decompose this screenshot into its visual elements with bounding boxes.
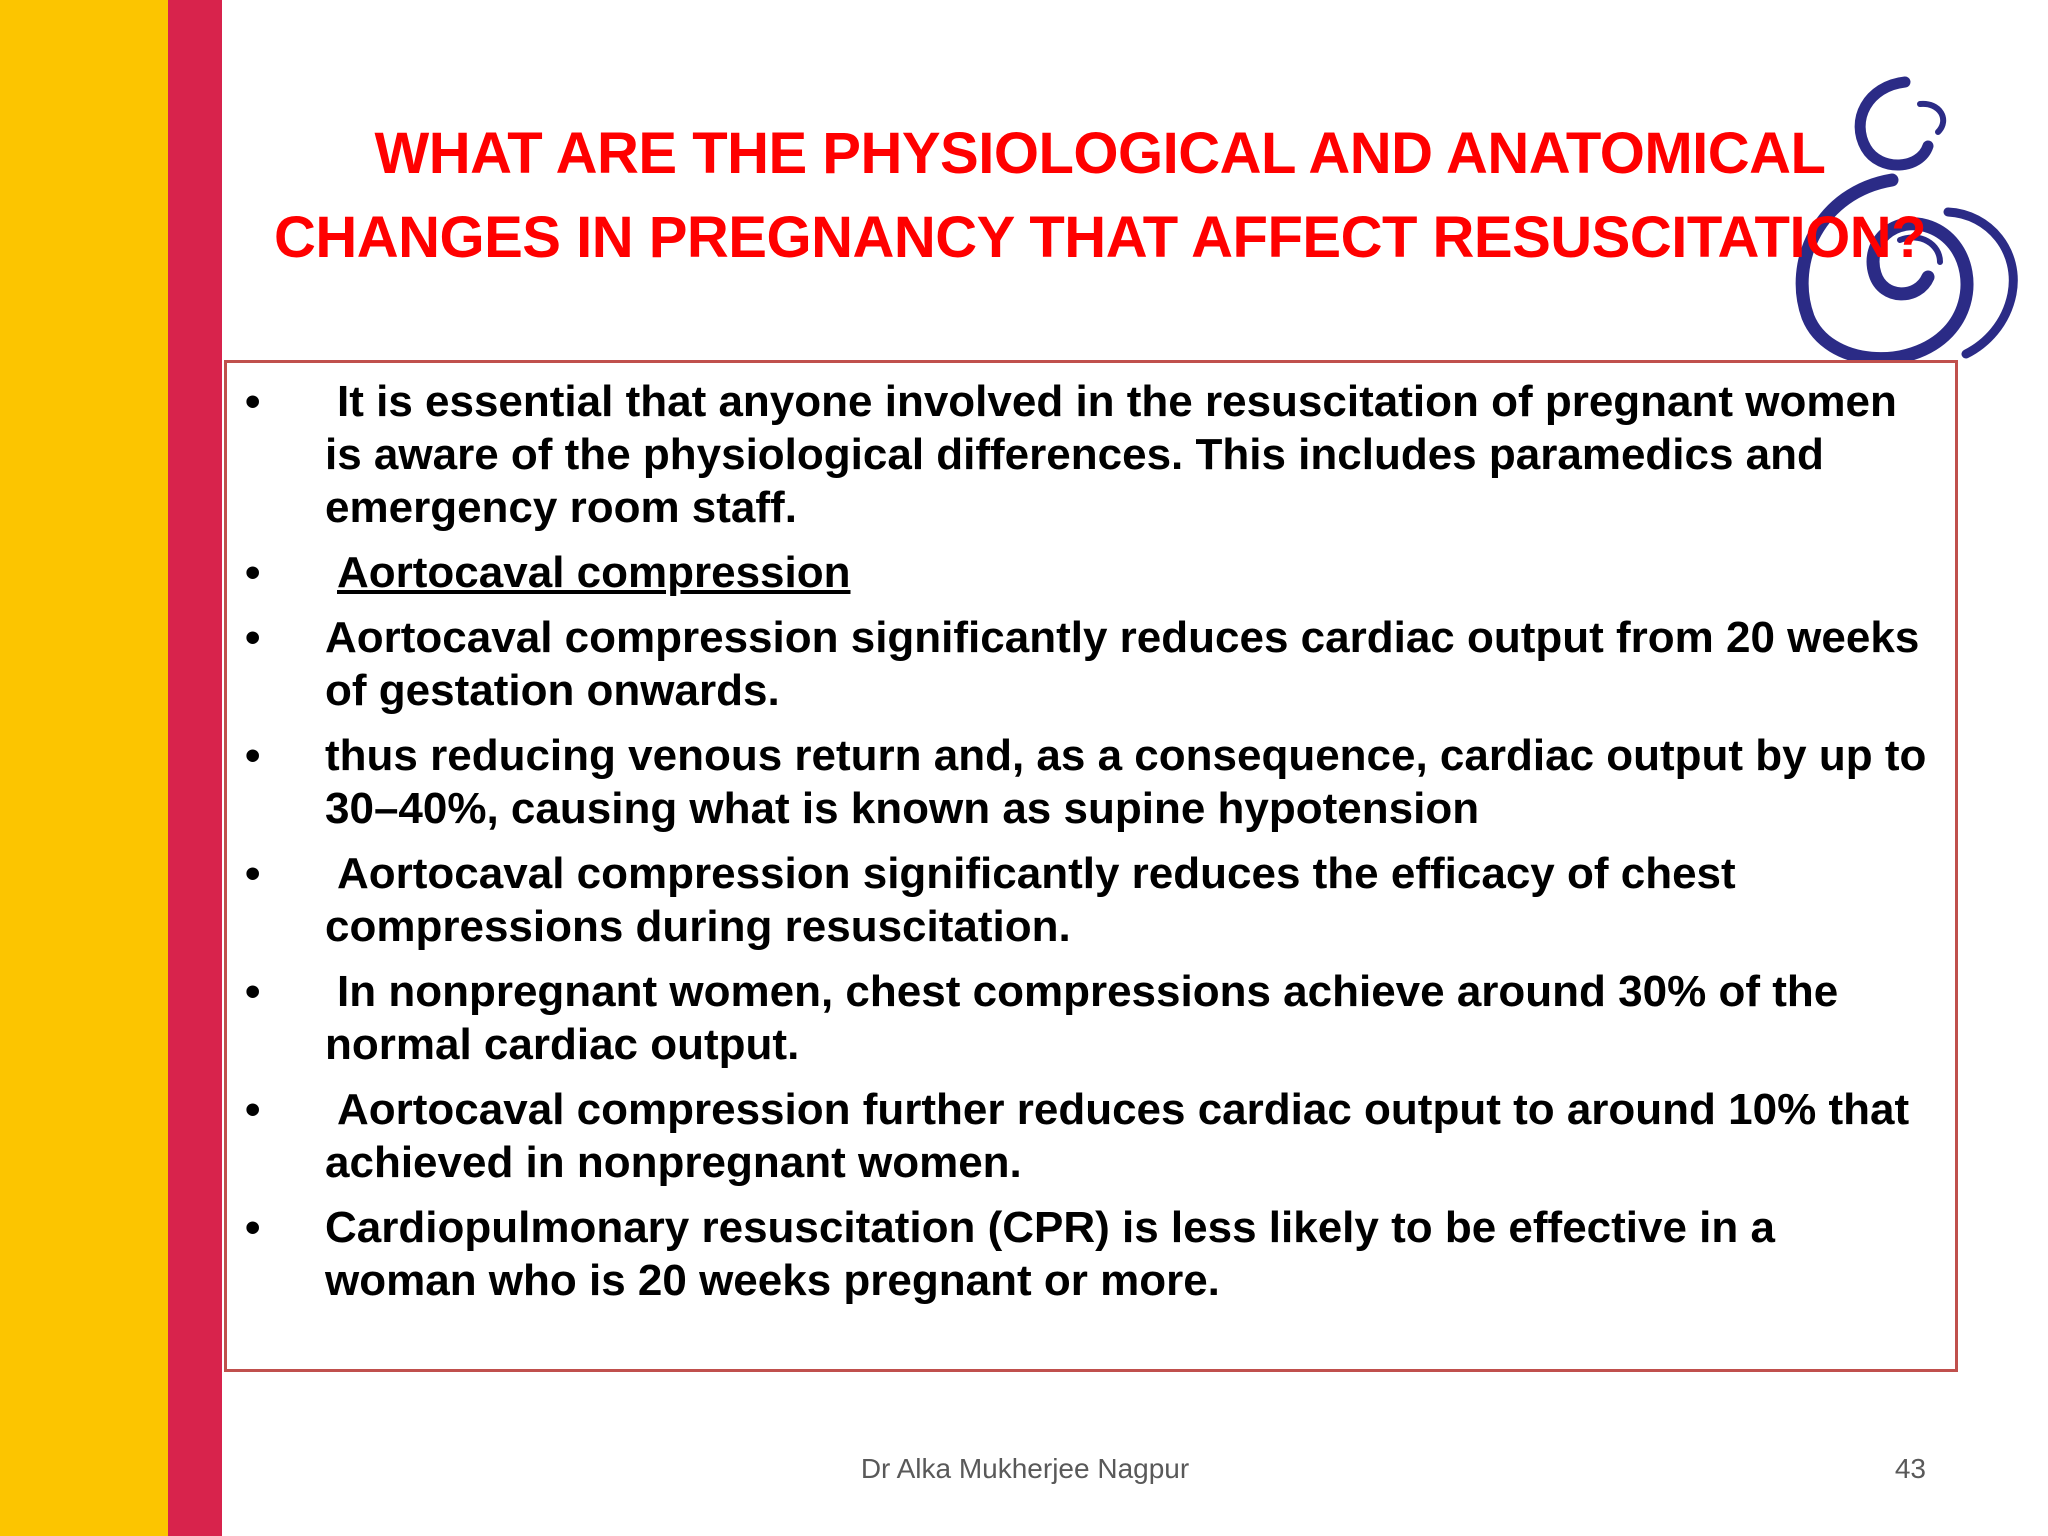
bullet-dot-icon: • xyxy=(245,849,261,898)
left-bar-yellow xyxy=(0,0,168,1536)
left-bar-crimson xyxy=(168,0,222,1536)
bullet-text: In nonpregnant women, chest compressions achieve around 30% of the normal cardiac output. xyxy=(325,967,1839,1069)
bullet-text: Aortocaval compression significantly reduces the efficacy of chest compressions during resuscitation. xyxy=(325,849,1736,951)
bullet-dot-icon: • xyxy=(245,377,261,426)
bullet-text: Aortocaval compression further reduces cardiac output to around 10% that achieved in nonpregnant women. xyxy=(325,1085,1910,1187)
page-number: 43 xyxy=(1894,1453,1926,1484)
bullet-text-underlined: Aortocaval compression xyxy=(337,548,851,597)
content-box xyxy=(224,360,1958,1372)
slide-title xyxy=(250,112,1950,280)
title-line-1: WHAT ARE THE PHYSIOLOGICAL AND ANATOMICAL xyxy=(374,121,1826,186)
bullet-dot-icon: • xyxy=(245,1085,261,1134)
bullet-dot-icon: • xyxy=(245,548,261,597)
bullet-text: Cardiopulmonary resuscitation (CPR) is less likely to be effective in a woman who is 20 weeks pregnant or more. xyxy=(325,1203,1775,1305)
bullet-item xyxy=(227,847,1935,953)
bullet-item-heading xyxy=(227,546,1935,599)
bullet-item xyxy=(227,1083,1935,1189)
footer-author: Dr Alka Mukherjee Nagpur xyxy=(860,1453,1190,1484)
bullet-item xyxy=(227,965,1935,1071)
title-line-2: CHANGES IN PREGNANCY THAT AFFECT RESUSCITATION? xyxy=(273,205,1927,270)
bullet-item xyxy=(227,375,1935,534)
bullet-dot-icon: • xyxy=(245,613,261,662)
bullet-text: thus reducing venous return and, as a consequence, cardiac output by up to 30–40%, causing what is known as supine hypotension xyxy=(325,731,1927,833)
bullet-dot-icon: • xyxy=(245,1203,261,1252)
bullet-dot-icon: • xyxy=(245,967,261,1016)
bullet-item xyxy=(227,1201,1935,1307)
bullet-dot-icon: • xyxy=(245,731,261,780)
bullet-item xyxy=(227,729,1935,835)
bullet-item xyxy=(227,611,1935,717)
bullet-list xyxy=(227,363,1955,1307)
bullet-text: It is essential that anyone involved in the resuscitation of pregnant women is aware of the physiological differences. This includes paramedics and emergency room staff. xyxy=(325,377,1897,532)
bullet-text: Aortocaval compression significantly reduces cardiac output from 20 weeks of gestation onwards. xyxy=(325,613,1920,715)
